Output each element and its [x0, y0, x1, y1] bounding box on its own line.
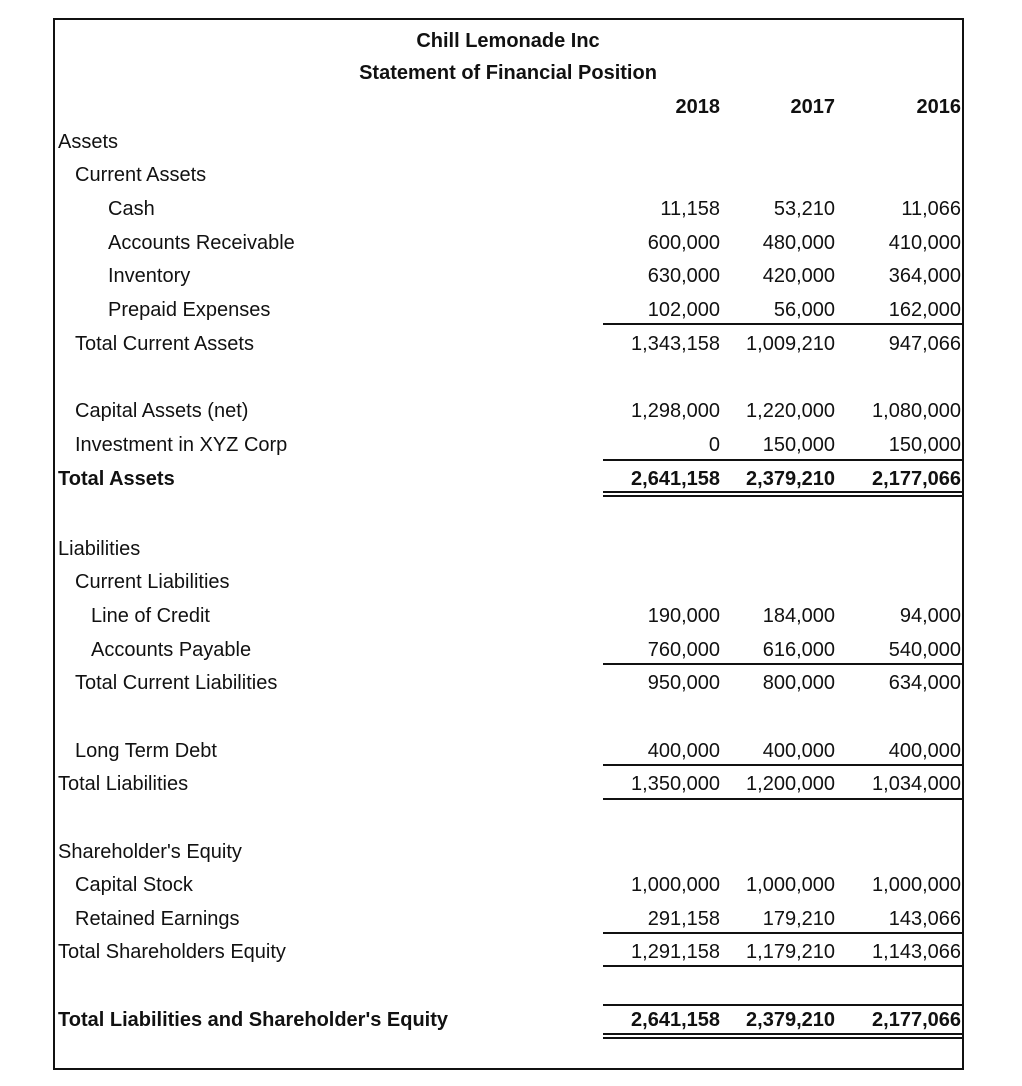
- capital-assets-2016: 1,080,000: [872, 400, 961, 422]
- accounts-receivable-label: Accounts Receivable: [108, 232, 295, 254]
- investment-label: Investment in XYZ Corp: [75, 434, 288, 456]
- prepaid-expenses-2017: 56,000: [773, 299, 835, 321]
- inventory-label: Inventory: [108, 265, 191, 287]
- capital-stock-2016: 1,000,000: [872, 874, 961, 896]
- investment-2017: 150,000: [762, 434, 835, 456]
- total-equity-2017: 1,179,210: [746, 941, 835, 963]
- total-right-border: [962, 1004, 964, 1037]
- inventory-2017: 420,000: [762, 265, 835, 287]
- line-of-credit-2017: 184,000: [762, 605, 835, 627]
- retained-earnings-2017: 179,210: [762, 908, 835, 930]
- inventory-2018: 630,000: [647, 265, 720, 287]
- total-liabilities-equity-2017: 2,379,210: [746, 1009, 835, 1031]
- total-current-assets-label: Total Current Assets: [75, 333, 254, 355]
- total-equity-2016: 1,143,066: [872, 941, 961, 963]
- total-liabilities-equity-label: Total Liabilities and Shareholder's Equity: [58, 1009, 449, 1031]
- total-assets-2016: 2,177,066: [872, 468, 961, 490]
- retained-earnings-label: Retained Earnings: [75, 908, 240, 930]
- accounts-receivable-2016: 410,000: [888, 232, 961, 254]
- equity-right-border: [962, 872, 964, 965]
- total-current-liabilities-2016: 634,000: [888, 672, 961, 694]
- subtotal-rule: [603, 764, 964, 766]
- total-assets-2018: 2,641,158: [631, 468, 720, 490]
- subtotal-rule: [603, 798, 964, 800]
- prepaid-expenses-label: Prepaid Expenses: [108, 299, 271, 321]
- capital-assets-label: Capital Assets (net): [75, 400, 249, 422]
- total-current-assets-2018: 1,343,158: [631, 333, 720, 355]
- year-2017-header: 2017: [790, 96, 835, 118]
- header-right-border: [962, 92, 964, 122]
- total-current-liabilities-2017: 800,000: [762, 672, 835, 694]
- total-current-liabilities-label: Total Current Liabilities: [75, 672, 278, 694]
- current-assets-heading: Current Assets: [75, 164, 207, 186]
- total-current-liabilities-2018: 950,000: [647, 672, 720, 694]
- accounts-payable-2017: 616,000: [762, 639, 835, 661]
- assets-right-border: [962, 398, 964, 493]
- total-current-assets-2016: 947,066: [888, 333, 961, 355]
- cash-2017: 53,210: [773, 198, 835, 220]
- line-of-credit-2018: 190,000: [647, 605, 720, 627]
- total-liabilities-2018: 1,350,000: [631, 773, 720, 795]
- line-of-credit-2016: 94,000: [899, 605, 961, 627]
- subtotal-rule: [603, 459, 964, 461]
- subtotal-rule: [603, 1004, 964, 1006]
- subtotal-rule: [603, 323, 964, 325]
- total-current-assets-2017: 1,009,210: [746, 333, 835, 355]
- year-2016-header: 2016: [916, 96, 961, 118]
- cash-label: Cash: [108, 198, 155, 220]
- line-of-credit-label: Line of Credit: [91, 605, 210, 627]
- retained-earnings-2018: 291,158: [647, 908, 720, 930]
- statement-title: Statement of Financial Position: [359, 62, 657, 84]
- prepaid-expenses-2016: 162,000: [888, 299, 961, 321]
- total-double-rule: [603, 1033, 964, 1039]
- total-assets-2017: 2,379,210: [746, 468, 835, 490]
- year-2018-header: 2018: [675, 96, 720, 118]
- prepaid-expenses-2018: 102,000: [647, 299, 720, 321]
- investment-2016: 150,000: [888, 434, 961, 456]
- total-double-rule: [603, 491, 964, 497]
- accounts-payable-2016: 540,000: [888, 639, 961, 661]
- total-equity-2018: 1,291,158: [631, 941, 720, 963]
- current-liabilities-heading: Current Liabilities: [75, 571, 230, 593]
- total-liabilities-equity-2016: 2,177,066: [872, 1009, 961, 1031]
- retained-earnings-2016: 143,066: [888, 908, 961, 930]
- accounts-receivable-2018: 600,000: [647, 232, 720, 254]
- capital-stock-2018: 1,000,000: [631, 874, 720, 896]
- capital-assets-2017: 1,220,000: [746, 400, 835, 422]
- total-liabilities-label: Total Liabilities: [58, 773, 189, 795]
- long-term-debt-2016: 400,000: [888, 740, 961, 762]
- subtotal-rule: [603, 932, 964, 934]
- equity-heading: Shareholder's Equity: [58, 841, 242, 863]
- subtotal-rule: [603, 965, 964, 967]
- assets-heading: Assets: [58, 131, 119, 153]
- total-liabilities-2017: 1,200,000: [746, 773, 835, 795]
- cash-2016: 11,066: [901, 198, 961, 220]
- accounts-payable-label: Accounts Payable: [91, 639, 252, 661]
- long-term-debt-2017: 400,000: [762, 740, 835, 762]
- cash-2018: 11,158: [660, 198, 720, 220]
- capital-stock-label: Capital Stock: [75, 874, 193, 896]
- long-term-debt-2018: 400,000: [647, 740, 720, 762]
- capital-stock-2017: 1,000,000: [746, 874, 835, 896]
- liabilities-heading: Liabilities: [58, 538, 141, 560]
- total-equity-label: Total Shareholders Equity: [58, 941, 286, 963]
- liabilities-right-border: [962, 738, 964, 798]
- liabilities-right-border: [962, 603, 964, 696]
- capital-assets-2018: 1,298,000: [631, 400, 720, 422]
- total-liabilities-2016: 1,034,000: [872, 773, 961, 795]
- subtotal-rule: [603, 663, 964, 665]
- inventory-2016: 364,000: [888, 265, 961, 287]
- assets-right-border: [962, 196, 964, 356]
- total-liabilities-equity-2018: 2,641,158: [631, 1009, 720, 1031]
- investment-2018: 0: [708, 434, 720, 456]
- total-assets-label: Total Assets: [58, 468, 175, 490]
- accounts-receivable-2017: 480,000: [762, 232, 835, 254]
- long-term-debt-label: Long Term Debt: [75, 740, 217, 762]
- accounts-payable-2018: 760,000: [647, 639, 720, 661]
- company-name: Chill Lemonade Inc: [416, 30, 600, 52]
